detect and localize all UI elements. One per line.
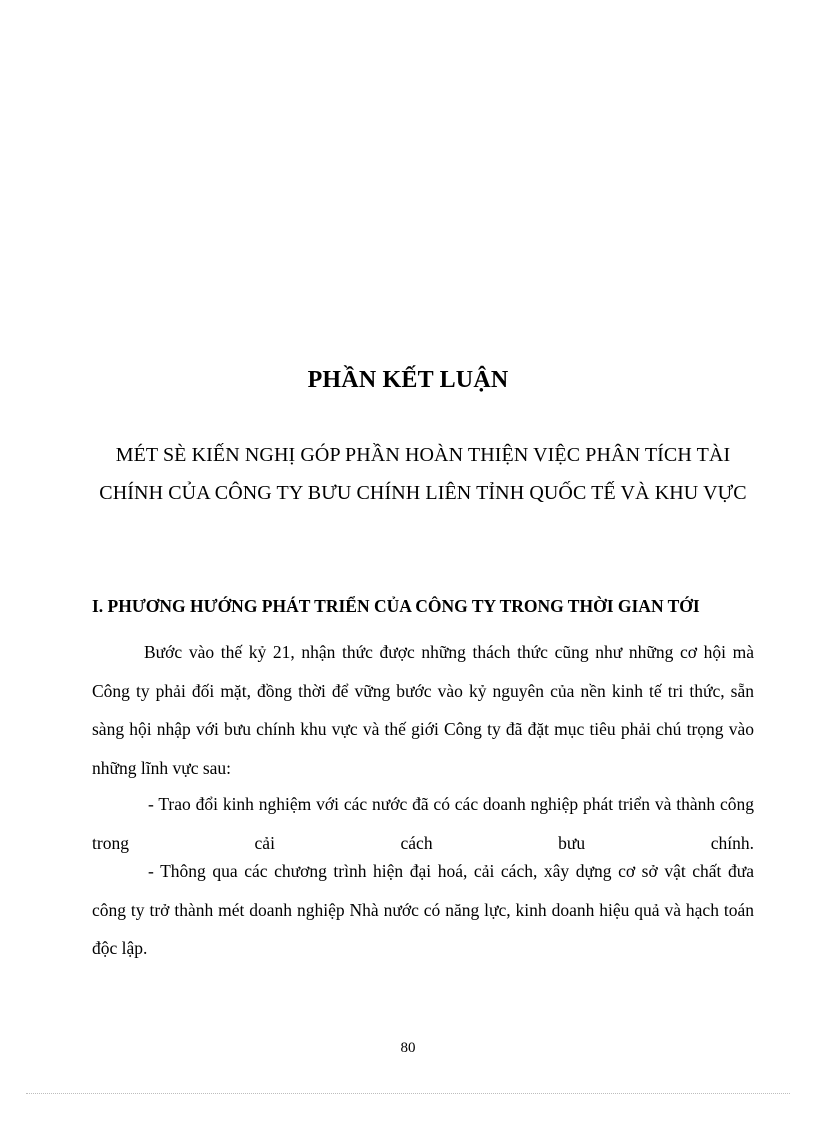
chapter-subtitle: MÉT SÈ KIẾN NGHỊ GÓP PHẦN HOÀN THIỆN VIỆC PHÂN TÍCH TÀI CHÍNH CỦA CÔNG TY BƯU CHÍNH LIÊN TỈNH QUỐC TẾ VÀ KHU VỰC xyxy=(99,444,747,504)
part-title: PHẦN KẾT LUẬN xyxy=(307,367,509,393)
bullet-paragraph: - Trao đổi kinh nghiệm với các nước đã có các doanh nghiệp phát triển và thành công trong cải cách bưu chính. xyxy=(92,794,754,853)
bullet-paragraph: - Thông qua các chương trình hiện đại hoá, cải cách, xây dựng cơ sở vật chất đưa công ty trở thành mét doanh nghiệp Nhà nước có năng lực, kinh doanh hiệu quả và hạch toán độc lập. xyxy=(92,861,754,958)
page-number: 80 xyxy=(400,1040,416,1056)
footer-divider xyxy=(26,1093,790,1094)
body-paragraph: Bước vào thế kỷ 21, nhận thức được những thách thức cũng như những cơ hội mà Công ty phải đối mặt, đồng thời để vững bước vào kỷ nguyên của nền kinh tế tri thức, sẵn sàng hội nhập với bưu chính khu vực và thế giới Công ty đã đặt mục tiêu phải chú trọng vào những lĩnh vực sau: xyxy=(92,642,754,778)
section-heading: I. PHƯƠNG HƯỚNG PHÁT TRIỂN CỦA CÔNG TY TRONG THỜI GIAN TỚI xyxy=(92,596,700,616)
